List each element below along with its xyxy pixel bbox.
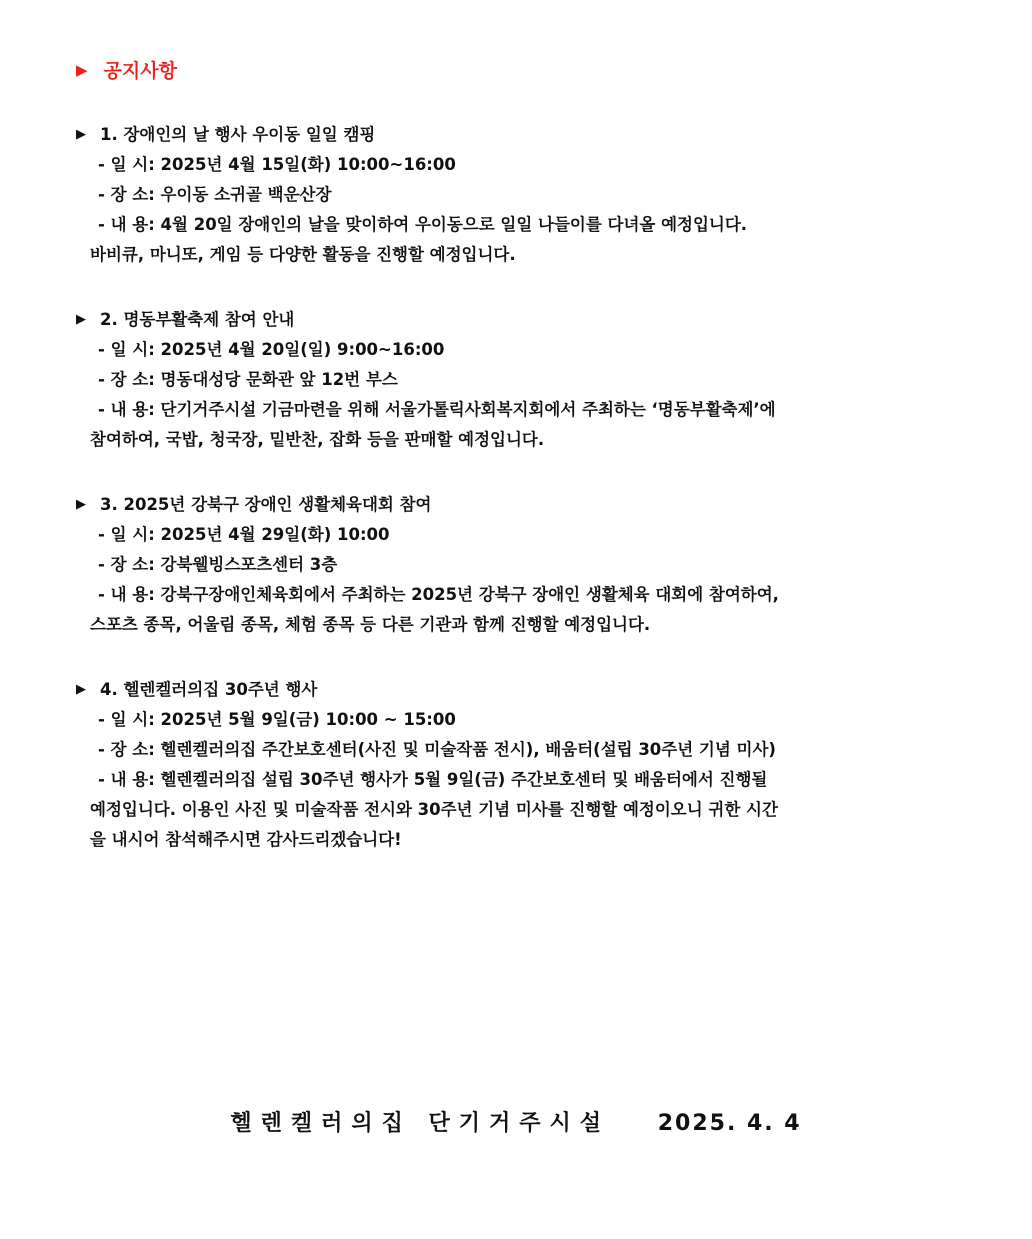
play-arrow-icon: ▶ bbox=[76, 682, 86, 697]
section-heading bbox=[76, 675, 956, 705]
notice-title bbox=[76, 56, 177, 83]
section-content-continued: 참여하여, 국밥, 청국장, 밑반찬, 잡화 등을 판매할 예정입니다. bbox=[90, 430, 545, 449]
section-place: - 장 소: 강북웰빙스포츠센터 3층 bbox=[98, 555, 338, 574]
section-place: - 장 소: 헬렌켈러의집 주간보호센터(사진 및 미술작품 전시), 배움터(설립 30주년 기념 미사) bbox=[98, 740, 776, 759]
section-place: - 장 소: 우이동 소귀골 백운산장 bbox=[98, 185, 332, 204]
section-heading bbox=[76, 305, 956, 335]
play-arrow-icon: ▶ bbox=[76, 127, 86, 142]
section-content-continued: 바비큐, 마니또, 게임 등 다양한 활동을 진행할 예정입니다. bbox=[90, 245, 516, 264]
notice-section-1 bbox=[76, 120, 956, 270]
section-content-continued: 예정입니다. 이용인 사진 및 미술작품 전시와 30주년 기념 미사를 진행할 예정이오니 귀한 시간 bbox=[90, 800, 778, 819]
section-date: - 일 시: 2025년 4월 29일(화) 10:00 bbox=[98, 525, 390, 544]
section-heading-label: 1. 장애인의 날 행사 우이동 일일 캠핑 bbox=[100, 125, 376, 144]
section-date: - 일 시: 2025년 4월 15일(화) 10:00~16:00 bbox=[98, 155, 456, 174]
section-content-continued: 스포츠 종목, 어울림 종목, 체험 종목 등 다른 기관과 함께 진행할 예정입니다. bbox=[90, 615, 651, 634]
section-content-continued: 을 내시어 참석해주시면 감사드리겠습니다! bbox=[90, 830, 402, 849]
footer-signature bbox=[0, 1106, 1032, 1137]
play-arrow-icon: ▶ bbox=[76, 497, 86, 512]
play-arrow-icon: ▶ bbox=[76, 312, 86, 327]
section-content: - 내 용: 헬렌켈러의집 설립 30주년 행사가 5월 9일(금) 주간보호센터 및 배움터에서 진행될 bbox=[98, 770, 768, 789]
section-date: - 일 시: 2025년 5월 9일(금) 10:00 ~ 15:00 bbox=[98, 710, 456, 729]
section-content: - 내 용: 4월 20일 장애인의 날을 맞이하여 우이동으로 일일 나들이를 다녀올 예정입니다. bbox=[98, 215, 748, 234]
section-place: - 장 소: 명동대성당 문화관 앞 12번 부스 bbox=[98, 370, 398, 389]
section-content: - 내 용: 단기거주시설 기금마련을 위해 서울가톨릭사회복지회에서 주최하는 ‘명동부활축제’에 bbox=[98, 400, 776, 419]
footer-date: 2025. 4. 4 bbox=[657, 1111, 802, 1136]
section-heading bbox=[76, 490, 956, 520]
section-heading-label: 4. 헬렌켈러의집 30주년 행사 bbox=[100, 680, 318, 699]
section-date: - 일 시: 2025년 4월 20일(일) 9:00~16:00 bbox=[98, 340, 445, 359]
section-heading bbox=[76, 120, 956, 150]
footer-organization: 헬렌켈러의집 단기거주시설 bbox=[230, 1111, 611, 1136]
notice-title-label: 공지사항 bbox=[103, 60, 177, 82]
section-heading-label: 2. 명동부활축제 참여 안내 bbox=[100, 310, 295, 329]
play-arrow-icon: ▶ bbox=[76, 60, 88, 79]
notice-section-3 bbox=[76, 490, 956, 640]
section-content: - 내 용: 강북구장애인체육회에서 주최하는 2025년 강북구 장애인 생활체육 대회에 참여하여, bbox=[98, 585, 779, 604]
notice-section-4 bbox=[76, 675, 956, 855]
notice-section-2 bbox=[76, 305, 956, 455]
section-heading-label: 3. 2025년 강북구 장애인 생활체육대회 참여 bbox=[100, 495, 432, 514]
